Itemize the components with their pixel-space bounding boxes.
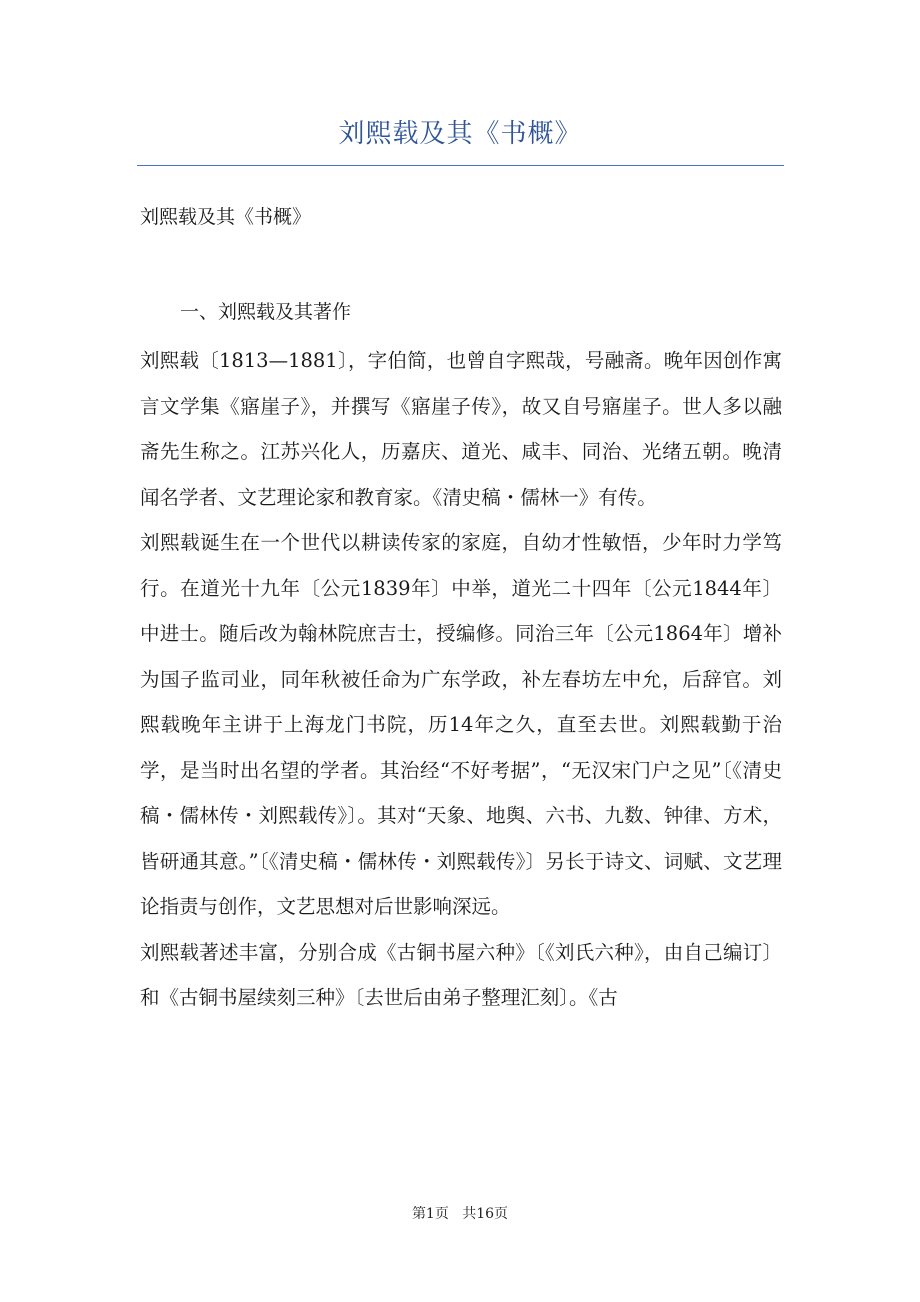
paragraph-biography: 刘熙载〔1813—1881〕，字伯简，也曾自字熙哉，号融斋。晚年因创作寓言文学集《寤崖子》，并撰写《寤崖子传》，故又自号寤崖子。世人多以融斋先生称之。江苏兴化人，历嘉庆、道光、咸丰、同治、光绪五朝。晚清闻名学者、文艺理论家和教育家。《清史稿・儒林一》有传。: [140, 349, 782, 509]
paragraph-works: 刘熙载著述丰富，分别合成《古铜书屋六种》〔《刘氏六种》，由自己编订〕和《古铜书屋续刻三种》〔去世后由弟子整理汇刻〕。《古: [140, 940, 782, 1009]
total-pages: 共16页: [462, 1206, 509, 1222]
section-heading: 一、刘熙载及其著作: [180, 301, 352, 323]
paragraph-career: 刘熙载诞生在一个世代以耕读传家的家庭，自幼才性敏悟，少年时力学笃行。在道光十九年〔公元1839年〕中举，道光二十四年〔公元1844年〕中进士。随后改为翰林院庶吉士，授编修。同治三年〔公元1864年〕增补为国子监司业，同年秋被任命为广东学政，补左春坊左中允，后辞官。刘熙载晚年主讲于上海龙门书院，历14年之久，直至去世。刘熙载勤于治学，是当时出名望的学者。其治经“不好考据”，“无汉宋门户之见”〔《清史稿・儒林传・刘熙载传》〕。其对“天象、地舆、六书、九数、钟律、方术，皆研通其意。”〔《清史稿・儒林传・刘熙载传》〕另长于诗文、词赋、文艺理论指责与创作，文艺思想对后世影响深远。: [140, 531, 782, 918]
page-title: 刘熙载及其《书概》: [338, 119, 582, 149]
page-footer: [0, 1204, 920, 1224]
page-number: 第1页: [411, 1206, 449, 1222]
body-text: [140, 338, 782, 1021]
document-subtitle: 刘熙载及其《书概》: [140, 206, 312, 228]
footer-separator: [449, 1206, 462, 1222]
title-underline-rule: [137, 165, 784, 166]
